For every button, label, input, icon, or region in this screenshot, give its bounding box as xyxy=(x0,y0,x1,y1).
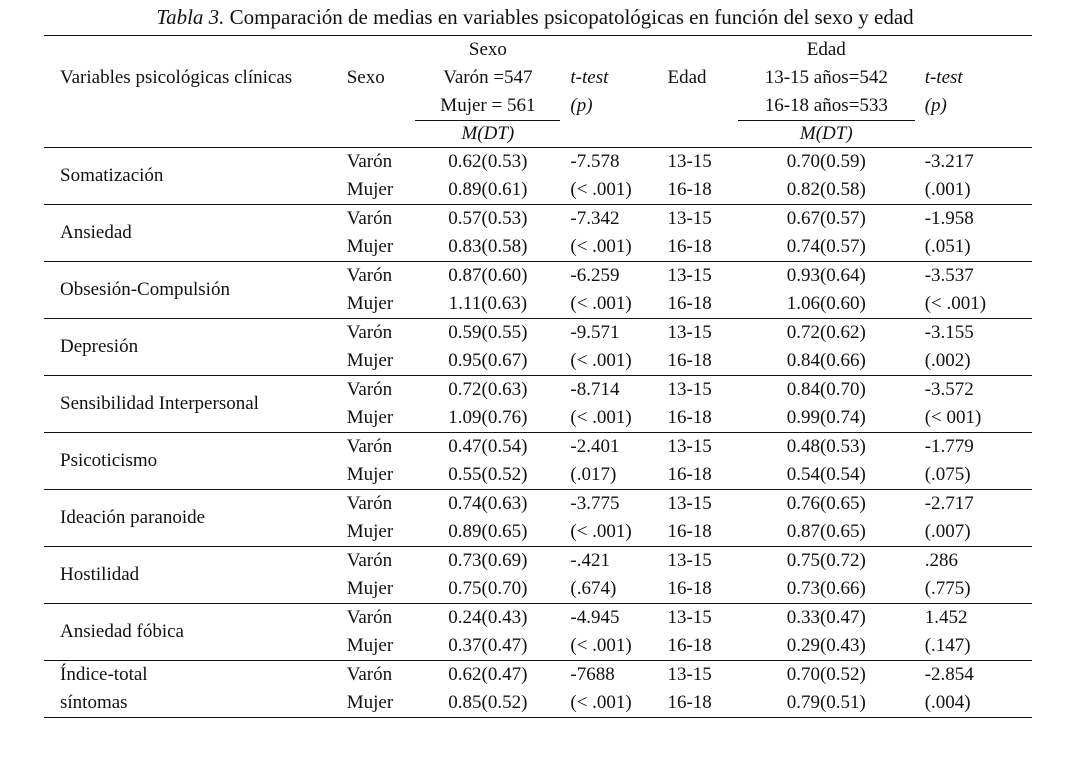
table-row xyxy=(44,376,1032,405)
table-row xyxy=(44,262,1032,291)
p-age-value: (.147) xyxy=(924,635,971,656)
age-label: 16-18 xyxy=(667,179,712,200)
table-row xyxy=(44,490,1032,519)
ttest-value: -2.401 xyxy=(560,433,663,462)
sex-mean-cell: 0.73(0.69) xyxy=(415,547,560,576)
sex-label: Mujer xyxy=(346,635,394,656)
variable-label-line2: síntomas xyxy=(44,689,347,718)
p-age-value: (.775) xyxy=(924,578,971,599)
ttest-value: -7.578 xyxy=(560,148,663,177)
sex-mean-cell: 1.09(0.76) xyxy=(448,407,528,428)
header-sexo: Sexo xyxy=(347,36,416,121)
p-value: (.017) xyxy=(570,464,617,485)
header-n-1618: 16-18 años=533 xyxy=(738,92,915,121)
sex-mean-cell: 0.95(0.67) xyxy=(448,350,528,371)
age-mean-cell: 0.84(0.66) xyxy=(786,350,866,371)
table-body xyxy=(44,148,1032,718)
sex-label: Varón xyxy=(347,490,416,519)
p-value: (< .001) xyxy=(570,635,632,656)
sex-mean-cell: 0.87(0.60) xyxy=(415,262,560,291)
sex-mean-cell: 0.74(0.63) xyxy=(415,490,560,519)
sex-mean-cell: 0.47(0.54) xyxy=(415,433,560,462)
header-n-1315: 13-15 años=542 xyxy=(764,67,888,88)
ttest-value: -8.714 xyxy=(560,376,663,405)
age-label: 16-18 xyxy=(663,689,737,718)
p-age-value: (< .001) xyxy=(924,293,987,314)
table-row xyxy=(44,433,1032,462)
age-label: 16-18 xyxy=(667,635,712,656)
table-row xyxy=(44,547,1032,576)
sex-label: Mujer xyxy=(346,521,394,542)
variable-label: Ansiedad xyxy=(44,205,347,262)
header-n-varon: Varón =547 xyxy=(443,67,533,88)
table-row xyxy=(44,319,1032,348)
age-label: 13-15 xyxy=(663,490,737,519)
sex-label: Varón xyxy=(347,262,416,291)
table-row xyxy=(44,689,1032,718)
header-mdt-edad: M(DT) xyxy=(738,121,915,148)
caption-label: Tabla 3. xyxy=(156,5,225,29)
variable-label: Ansiedad fóbica xyxy=(44,604,347,661)
ttest-age-value: -1.958 xyxy=(915,205,1032,234)
sex-mean-cell: 0.59(0.55) xyxy=(415,319,560,348)
variable-label: Somatización xyxy=(44,148,347,205)
ttest-age-value: -3.155 xyxy=(915,319,1032,348)
sex-mean-cell: 0.85(0.52) xyxy=(415,689,560,718)
sex-label: Mujer xyxy=(346,407,394,428)
header-edad: Edad xyxy=(663,36,737,121)
header-mdt-sexo: M(DT) xyxy=(415,121,560,148)
variable-label: Obsesión-Compulsión xyxy=(44,262,347,319)
p-age-value: (.002) xyxy=(924,350,971,371)
age-mean-cell: 0.48(0.53) xyxy=(738,433,915,462)
sex-mean-cell: 0.75(0.70) xyxy=(448,578,528,599)
age-mean-cell: 0.29(0.43) xyxy=(786,635,866,656)
p-age-value: (.004) xyxy=(915,689,1032,718)
sex-mean-cell: 0.57(0.53) xyxy=(415,205,560,234)
age-label: 16-18 xyxy=(667,293,712,314)
sex-mean-cell: 0.72(0.63) xyxy=(415,376,560,405)
age-label: 16-18 xyxy=(667,578,712,599)
ttest-age-value: -2.854 xyxy=(915,661,1032,690)
p-value: (< .001) xyxy=(570,521,632,542)
age-mean-cell: 0.74(0.57) xyxy=(786,236,866,257)
sex-label: Varón xyxy=(347,148,416,177)
age-label: 16-18 xyxy=(667,236,712,257)
age-label: 13-15 xyxy=(663,547,737,576)
age-label: 13-15 xyxy=(663,604,737,633)
age-mean-cell: 0.33(0.47) xyxy=(738,604,915,633)
ttest-age-value: -2.717 xyxy=(915,490,1032,519)
sex-mean-cell: 0.24(0.43) xyxy=(415,604,560,633)
ttest-value: -4.945 xyxy=(560,604,663,633)
sex-label: Mujer xyxy=(346,578,394,599)
p-value: (< .001) xyxy=(570,236,632,257)
ttest-age-value: -3.217 xyxy=(915,148,1032,177)
table-row xyxy=(44,661,1032,690)
p-age-value: (.051) xyxy=(924,236,971,257)
variable-label: Índice-total xyxy=(44,661,347,690)
age-mean-cell: 0.70(0.59) xyxy=(738,148,915,177)
header-sexo-group: Sexo xyxy=(415,36,560,65)
age-mean-cell: 0.67(0.57) xyxy=(738,205,915,234)
header-ttest2: t-test xyxy=(924,67,963,88)
ttest-value: -7.342 xyxy=(560,205,663,234)
sex-label: Varón xyxy=(347,205,416,234)
age-mean-cell: 0.70(0.52) xyxy=(738,661,915,690)
age-label: 13-15 xyxy=(663,319,737,348)
age-label: 16-18 xyxy=(667,464,712,485)
variable-label: Depresión xyxy=(44,319,347,376)
ttest-age-value: -3.572 xyxy=(915,376,1032,405)
table-row xyxy=(44,148,1032,177)
age-mean-cell: 0.75(0.72) xyxy=(738,547,915,576)
p-value: (< .001) xyxy=(570,350,632,371)
p-age-value: (.001) xyxy=(924,179,971,200)
sex-label: Mujer xyxy=(347,689,416,718)
header-p2: (p) xyxy=(924,95,947,117)
table-row xyxy=(44,604,1032,633)
header-p: (p) xyxy=(570,95,593,117)
sex-label: Varón xyxy=(347,604,416,633)
table-row xyxy=(44,205,1032,234)
p-age-value: (.007) xyxy=(924,521,971,542)
p-value: (< .001) xyxy=(560,689,663,718)
variable-label: Psicoticismo xyxy=(44,433,347,490)
sex-mean-cell: 0.37(0.47) xyxy=(448,635,528,656)
sex-mean-cell: 0.62(0.53) xyxy=(415,148,560,177)
age-mean-cell: 0.99(0.74) xyxy=(786,407,866,428)
age-mean-cell: 0.73(0.66) xyxy=(786,578,866,599)
age-label: 13-15 xyxy=(663,433,737,462)
sex-mean-cell: 0.83(0.58) xyxy=(448,236,528,257)
age-mean-cell: 1.06(0.60) xyxy=(786,293,866,314)
variable-label: Sensibilidad Interpersonal xyxy=(44,376,347,433)
p-value: (< .001) xyxy=(570,179,632,200)
age-mean-cell: 0.79(0.51) xyxy=(738,689,915,718)
age-mean-cell: 0.87(0.65) xyxy=(786,521,866,542)
age-mean-cell: 0.82(0.58) xyxy=(786,179,866,200)
age-mean-cell: 0.84(0.70) xyxy=(738,376,915,405)
sex-label: Mujer xyxy=(346,179,394,200)
sex-label: Varón xyxy=(347,319,416,348)
age-label: 13-15 xyxy=(663,205,737,234)
sex-label: Mujer xyxy=(346,236,394,257)
sex-mean-cell: 0.89(0.61) xyxy=(448,179,528,200)
sex-mean-cell: 1.11(0.63) xyxy=(448,293,528,314)
age-mean-cell: 0.54(0.54) xyxy=(786,464,866,485)
variable-label: Ideación paranoide xyxy=(44,490,347,547)
sex-label: Varón xyxy=(347,547,416,576)
header-ttest: t-test xyxy=(570,67,609,88)
sex-mean-cell: 0.89(0.65) xyxy=(448,521,528,542)
p-value: (< .001) xyxy=(570,407,632,428)
age-label: 16-18 xyxy=(667,350,712,371)
ttest-age-value: -3.537 xyxy=(915,262,1032,291)
age-label: 16-18 xyxy=(667,521,712,542)
sex-mean-cell: 0.55(0.52) xyxy=(448,464,528,485)
results-table xyxy=(44,35,1032,718)
age-mean-cell: 0.76(0.65) xyxy=(738,490,915,519)
sex-label: Varón xyxy=(347,661,416,690)
age-label: 13-15 xyxy=(663,148,737,177)
sex-label: Varón xyxy=(347,433,416,462)
header-variables: Variables psicológicas clínicas xyxy=(44,36,347,121)
ttest-value: -.421 xyxy=(560,547,663,576)
ttest-value: -7688 xyxy=(560,661,663,690)
sex-mean-cell: 0.62(0.47) xyxy=(415,661,560,690)
age-label: 16-18 xyxy=(667,407,712,428)
p-value: (< .001) xyxy=(570,293,632,314)
ttest-age-value: .286 xyxy=(915,547,1032,576)
caption-text: Comparación de medias en variables psicopatológicas en función del sexo y edad xyxy=(229,5,914,29)
age-label: 13-15 xyxy=(663,661,737,690)
ttest-age-value: -1.779 xyxy=(915,433,1032,462)
age-mean-cell: 0.72(0.62) xyxy=(738,319,915,348)
ttest-value: -3.775 xyxy=(560,490,663,519)
table-caption xyxy=(0,4,1070,30)
age-label: 13-15 xyxy=(663,376,737,405)
age-label: 13-15 xyxy=(663,262,737,291)
sex-label: Mujer xyxy=(346,464,394,485)
header-n-mujer: Mujer = 561 xyxy=(415,92,560,121)
ttest-age-value: 1.452 xyxy=(915,604,1032,633)
p-value: (.674) xyxy=(570,578,617,599)
sex-label: Varón xyxy=(347,376,416,405)
header-edad-group: Edad xyxy=(738,36,915,65)
age-mean-cell: 0.93(0.64) xyxy=(738,262,915,291)
ttest-value: -9.571 xyxy=(560,319,663,348)
p-age-value: (< 001) xyxy=(924,407,982,428)
variable-label: Hostilidad xyxy=(44,547,347,604)
sex-label: Mujer xyxy=(346,350,394,371)
ttest-value: -6.259 xyxy=(560,262,663,291)
p-age-value: (.075) xyxy=(924,464,971,485)
sex-label: Mujer xyxy=(346,293,394,314)
